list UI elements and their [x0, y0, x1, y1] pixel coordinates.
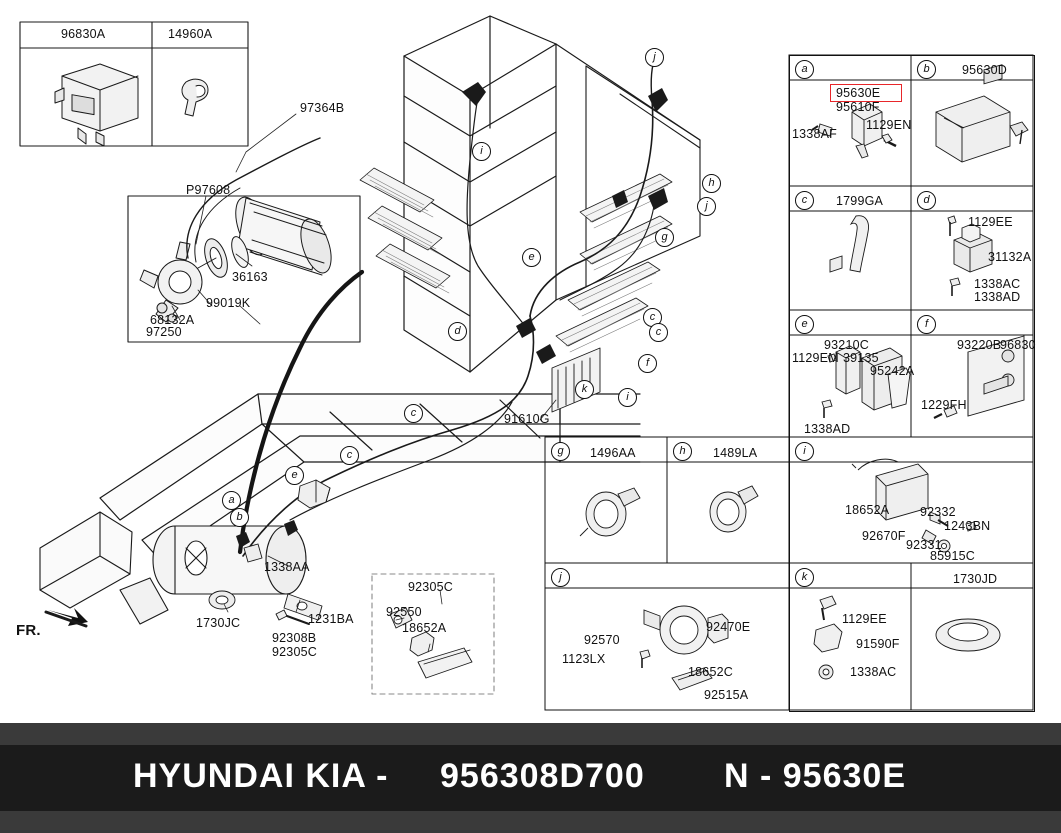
part-1338AD-e: 1338AD: [804, 422, 851, 436]
label-1730JC: 1730JC: [196, 616, 241, 630]
table-bubble-k: k: [795, 568, 814, 587]
table-bubble-d: d: [917, 191, 936, 210]
label-P97608: P97608: [186, 183, 231, 197]
label-92308B: 92308B: [272, 631, 317, 645]
part-93220B: 93220B: [957, 338, 1002, 352]
part-92670F: 92670F: [862, 529, 906, 543]
part-1338AD-d: 1338AD: [974, 290, 1021, 304]
part-1243BN: 1243BN: [944, 519, 991, 533]
part-31132A: 31132A: [988, 250, 1032, 264]
table-bubble-a: a: [795, 60, 814, 79]
front-direction-label: FR.: [16, 622, 41, 639]
table-bubble-h: h: [673, 442, 692, 461]
label-92550: 92550: [386, 605, 422, 619]
part-1129EE-k: 1129EE: [842, 612, 887, 626]
table-hdr-1799GA: 1799GA: [836, 194, 884, 208]
label-99019K: 99019K: [206, 296, 251, 310]
part-96830: 96830: [1000, 338, 1036, 352]
bubble-e-cab: e: [522, 248, 541, 267]
part-1129EE-d: 1129EE: [968, 215, 1013, 229]
label-18652A-left: 18652A: [402, 621, 447, 635]
label-97250: 97250: [146, 325, 182, 339]
part-1129EM: 1129EM: [792, 351, 839, 365]
bubble-i-rear: i: [618, 388, 637, 407]
table-bubble-j: j: [551, 568, 570, 587]
part-95630E: 95630E: [836, 86, 881, 100]
part-91590F: 91590F: [856, 637, 900, 651]
part-85915C: 85915C: [930, 549, 975, 563]
table-hdr-1496AA: 1496AA: [590, 446, 636, 460]
bubble-e-frame: e: [285, 466, 304, 485]
bubble-c-2: c: [649, 323, 668, 342]
bubble-f: f: [638, 354, 657, 373]
part-92332: 92332: [920, 505, 956, 519]
table-bubble-c: c: [795, 191, 814, 210]
inset-label-96830A: 96830A: [61, 27, 106, 41]
label-92305C-left: 92305C: [272, 645, 317, 659]
bubble-c-1: c: [643, 308, 662, 327]
bubble-j-right: j: [697, 197, 716, 216]
table-bubble-g: g: [551, 442, 570, 461]
bubble-c-4: c: [340, 446, 359, 465]
part-1123LX: 1123LX: [562, 652, 606, 666]
label-36163: 36163: [232, 270, 268, 284]
inset-label-14960A: 14960A: [168, 27, 213, 41]
label-1338AA: 1338AA: [264, 560, 310, 574]
bubble-i-cab: i: [472, 142, 491, 161]
bubble-k: k: [575, 380, 594, 399]
label-91610G: 91610G: [504, 412, 550, 426]
part-1338AF: 1338AF: [792, 127, 837, 141]
bubble-d: d: [448, 322, 467, 341]
footer-callout: N - 95630E: [724, 757, 906, 795]
part-92470E: 92470E: [706, 620, 751, 634]
label-1231BA: 1231BA: [308, 612, 354, 626]
label-92305C-box: 92305C: [408, 580, 453, 594]
bubble-c-3: c: [404, 404, 423, 423]
bubble-h: h: [702, 174, 721, 193]
table-hdr-1730JD: 1730JD: [953, 572, 998, 586]
bubble-b: b: [230, 508, 249, 527]
bubble-a: a: [222, 491, 241, 510]
bubble-j-top: j: [645, 48, 664, 67]
part-92515A: 92515A: [704, 688, 749, 702]
label-68132A: 68132A: [150, 313, 195, 327]
part-92570: 92570: [584, 633, 620, 647]
table-bubble-e: e: [795, 315, 814, 334]
part-18652C: 18652C: [688, 665, 733, 679]
part-39135: 39135: [843, 351, 879, 365]
part-1229FH: 1229FH: [921, 398, 967, 412]
part-1338AC-k: 1338AC: [850, 665, 897, 679]
label-97364B: 97364B: [300, 101, 345, 115]
table-bubble-b: b: [917, 60, 936, 79]
bubble-g: g: [655, 228, 674, 247]
part-95242A: 95242A: [870, 364, 915, 378]
part-1338AC-d: 1338AC: [974, 277, 1021, 291]
part-95610F: 95610F: [836, 100, 880, 114]
part-1129EN: 1129EN: [866, 118, 912, 132]
part-93210C: 93210C: [824, 338, 869, 352]
table-bubble-f: f: [917, 315, 936, 334]
part-92331: 92331: [906, 538, 942, 552]
footer-brand: HYUNDAI KIA -: [133, 757, 389, 795]
part-18652A: 18652A: [845, 503, 890, 517]
table-hdr-95630D: 95630D: [962, 63, 1007, 77]
footer-part-number: 956308D700: [440, 757, 645, 795]
table-hdr-1489LA: 1489LA: [713, 446, 758, 460]
table-bubble-i: i: [795, 442, 814, 461]
